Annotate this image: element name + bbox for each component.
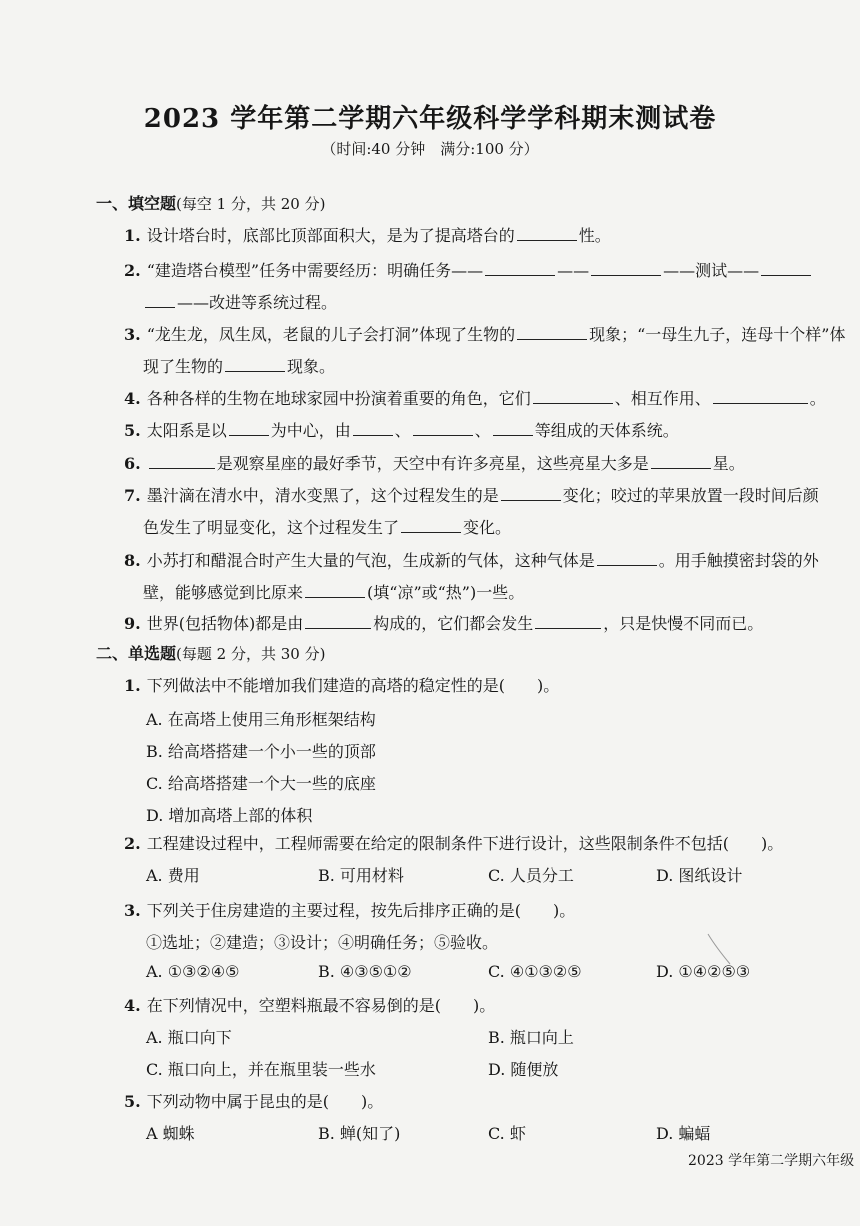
question-number: 2. [124, 834, 141, 853]
option-b: B. 给高塔搭建一个小一些的顶部 [146, 742, 376, 761]
fill-question-9 [124, 611, 763, 634]
answer-blank [413, 421, 473, 436]
question-text: ——改进等系统过程。 [177, 293, 338, 312]
section-fill-note: (每空 1 分，共 20 分) [176, 195, 326, 213]
option-a: A 蜘蛛 [146, 1124, 195, 1143]
question-text: 变化；咬过的苹果放置一段时间后颜 [562, 486, 819, 505]
choice-question-2 [124, 831, 783, 854]
fill-question-8-cont [143, 580, 524, 603]
answer-blank [305, 614, 371, 629]
section-choice-heading [96, 641, 325, 664]
question-number: 8. [124, 551, 141, 570]
question-text: 是观察星座的最好季节，天空中有许多亮星，这些亮星大多是 [216, 454, 649, 473]
option-b: B. 瓶口向上 [488, 1028, 574, 1047]
question-text: 星。 [712, 454, 745, 473]
option-d: D. ①④②⑤③ [656, 962, 751, 981]
question-number: 3. [124, 325, 141, 344]
section-choice-note: (每题 2 分，共 30 分) [176, 645, 326, 663]
answer-blank [591, 261, 661, 276]
answer-blank [597, 551, 657, 566]
question-text: 色发生了明显变化，这个过程发生了 [143, 518, 400, 537]
question-stem: 下列关于住房建造的主要过程，按先后排序正确的是( )。 [146, 901, 576, 920]
fill-question-3 [124, 322, 845, 345]
question-text: 、相互作用、 [614, 389, 711, 408]
option-a: A. 在高塔上使用三角形框架结构 [146, 710, 376, 729]
question-number: 1. [124, 226, 141, 245]
fill-question-7-cont [143, 515, 511, 538]
fill-question-2-cont [143, 290, 337, 313]
scan-mark [700, 930, 740, 970]
answer-blank [533, 389, 613, 404]
answer-blank [145, 293, 175, 308]
question-text: (填“凉”或“热”)一些。 [367, 583, 525, 602]
question-text: 。用手触摸密封袋的外 [658, 551, 819, 570]
question-text: 、 [394, 421, 411, 440]
question-text: —— [557, 261, 590, 280]
question-text: ，只是快慢不同而已。 [603, 614, 764, 633]
fill-question-8 [124, 548, 819, 571]
option-c: C. ④①③②⑤ [488, 962, 582, 981]
fill-question-7 [124, 483, 819, 506]
option-d: D. 蝙蝠 [656, 1124, 711, 1143]
question-text: 构成的，它们都会发生 [373, 614, 534, 633]
question-text: 变化。 [463, 518, 512, 537]
answer-blank [517, 325, 587, 340]
question-text: 现象。 [287, 357, 336, 376]
question-stem: 下列做法中不能增加我们建造的高塔的稳定性的是( )。 [146, 676, 560, 695]
question-text: “龙生龙，凤生凤，老鼠的儿子会打洞”体现了生物的 [146, 325, 516, 344]
question-text: 等组成的天体系统。 [534, 421, 679, 440]
choice-question-1 [124, 673, 559, 696]
question-text: 、 [474, 421, 491, 440]
option-d: D. 增加高塔上部的体积 [146, 806, 313, 825]
question-text: “建造塔台模型”任务中需要经历：明确任务—— [146, 261, 484, 280]
fill-question-1 [124, 223, 611, 246]
fill-question-2 [124, 258, 813, 281]
answer-blank [535, 614, 601, 629]
fill-question-6 [124, 451, 745, 474]
option-a: A. 费用 [146, 866, 200, 885]
question-text: 小苏打和醋混合时产生大量的气泡，生成新的气体，这种气体是 [146, 551, 595, 570]
answer-blank [501, 486, 561, 501]
option-a: A. ①③②④⑤ [146, 962, 240, 981]
question-text: 为中心，由 [270, 421, 351, 440]
answer-blank [401, 518, 461, 533]
option-c: C. 人员分工 [488, 866, 574, 885]
option-b: B. ④③⑤①② [318, 962, 412, 981]
question-text: 太阳系是以 [146, 421, 227, 440]
option-c: C. 瓶口向上，并在瓶里装一些水 [146, 1060, 376, 1079]
answer-blank [353, 421, 393, 436]
option-b: B. 蝉(知了) [318, 1124, 401, 1143]
question-number: 9. [124, 614, 141, 633]
choice-question-3 [124, 898, 575, 921]
question-number: 5. [124, 1092, 141, 1111]
question-text: ——测试—— [663, 261, 760, 280]
answer-blank [761, 261, 811, 276]
option-c: C. 虾 [488, 1124, 526, 1143]
question-text: 。 [809, 389, 826, 408]
question-stem: 在下列情况中，空塑料瓶最不容易倒的是( )。 [146, 996, 496, 1015]
question-number: 1. [124, 676, 141, 695]
answer-blank [225, 357, 285, 372]
question-stem: 下列动物中属于昆虫的是( )。 [146, 1092, 384, 1111]
answer-blank [485, 261, 555, 276]
question-text: 设计塔台时，底部比顶部面积大，是为了提高塔台的 [146, 226, 515, 245]
page-footer: 2023 学年第二学期六年级 [688, 1153, 855, 1169]
question-number: 2. [124, 261, 141, 280]
section-fill-label: 一、填空题 [96, 194, 177, 213]
option-d: D. 随便放 [488, 1060, 559, 1079]
answer-blank [149, 454, 215, 469]
option-b: B. 可用材料 [318, 866, 404, 885]
question-text: 世界(包括物体)都是由 [146, 614, 304, 633]
question-number: 3. [124, 901, 141, 920]
question-text: 各种各样的生物在地球家园中扮演着重要的角色，它们 [146, 389, 531, 408]
answer-blank [305, 583, 365, 598]
question-number: 7. [124, 486, 141, 505]
question-number: 4. [124, 389, 141, 408]
question-info: ①选址；②建造；③设计；④明确任务；⑤验收。 [146, 933, 499, 952]
question-text: 性。 [578, 226, 611, 245]
exam-title: 2023 学年第二学期六年级科学学科期末测试卷 [143, 104, 717, 134]
option-c: C. 给高塔搭建一个大一些的底座 [146, 774, 376, 793]
choice-question-5 [124, 1089, 383, 1112]
answer-blank [713, 389, 808, 404]
fill-question-5 [124, 418, 679, 441]
answer-blank [229, 421, 269, 436]
question-text: 现象；“一母生九子，连母十个样”体 [589, 325, 846, 344]
question-text: 墨汁滴在清水中，清水变黑了，这个过程发生的是 [146, 486, 499, 505]
fill-question-3-cont [143, 354, 335, 377]
question-stem: 工程建设过程中，工程师需要在给定的限制条件下进行设计，这些限制条件不包括( )。 [146, 834, 784, 853]
question-text: 现了生物的 [143, 357, 224, 376]
section-choice-label: 二、单选题 [96, 644, 177, 663]
answer-blank [517, 226, 577, 241]
question-number: 4. [124, 996, 141, 1015]
choice-question-4 [124, 993, 495, 1016]
fill-question-4 [124, 386, 826, 409]
question-number: 6. [124, 454, 141, 473]
answer-blank [651, 454, 711, 469]
option-d: D. 图纸设计 [656, 866, 743, 885]
exam-subtitle: （时间:40 分钟 满分:100 分） [321, 140, 539, 158]
section-fill-heading [96, 191, 325, 214]
question-number: 5. [124, 421, 141, 440]
answer-blank [493, 421, 533, 436]
question-text: 壁，能够感觉到比原来 [143, 583, 304, 602]
option-a: A. 瓶口向下 [146, 1028, 232, 1047]
